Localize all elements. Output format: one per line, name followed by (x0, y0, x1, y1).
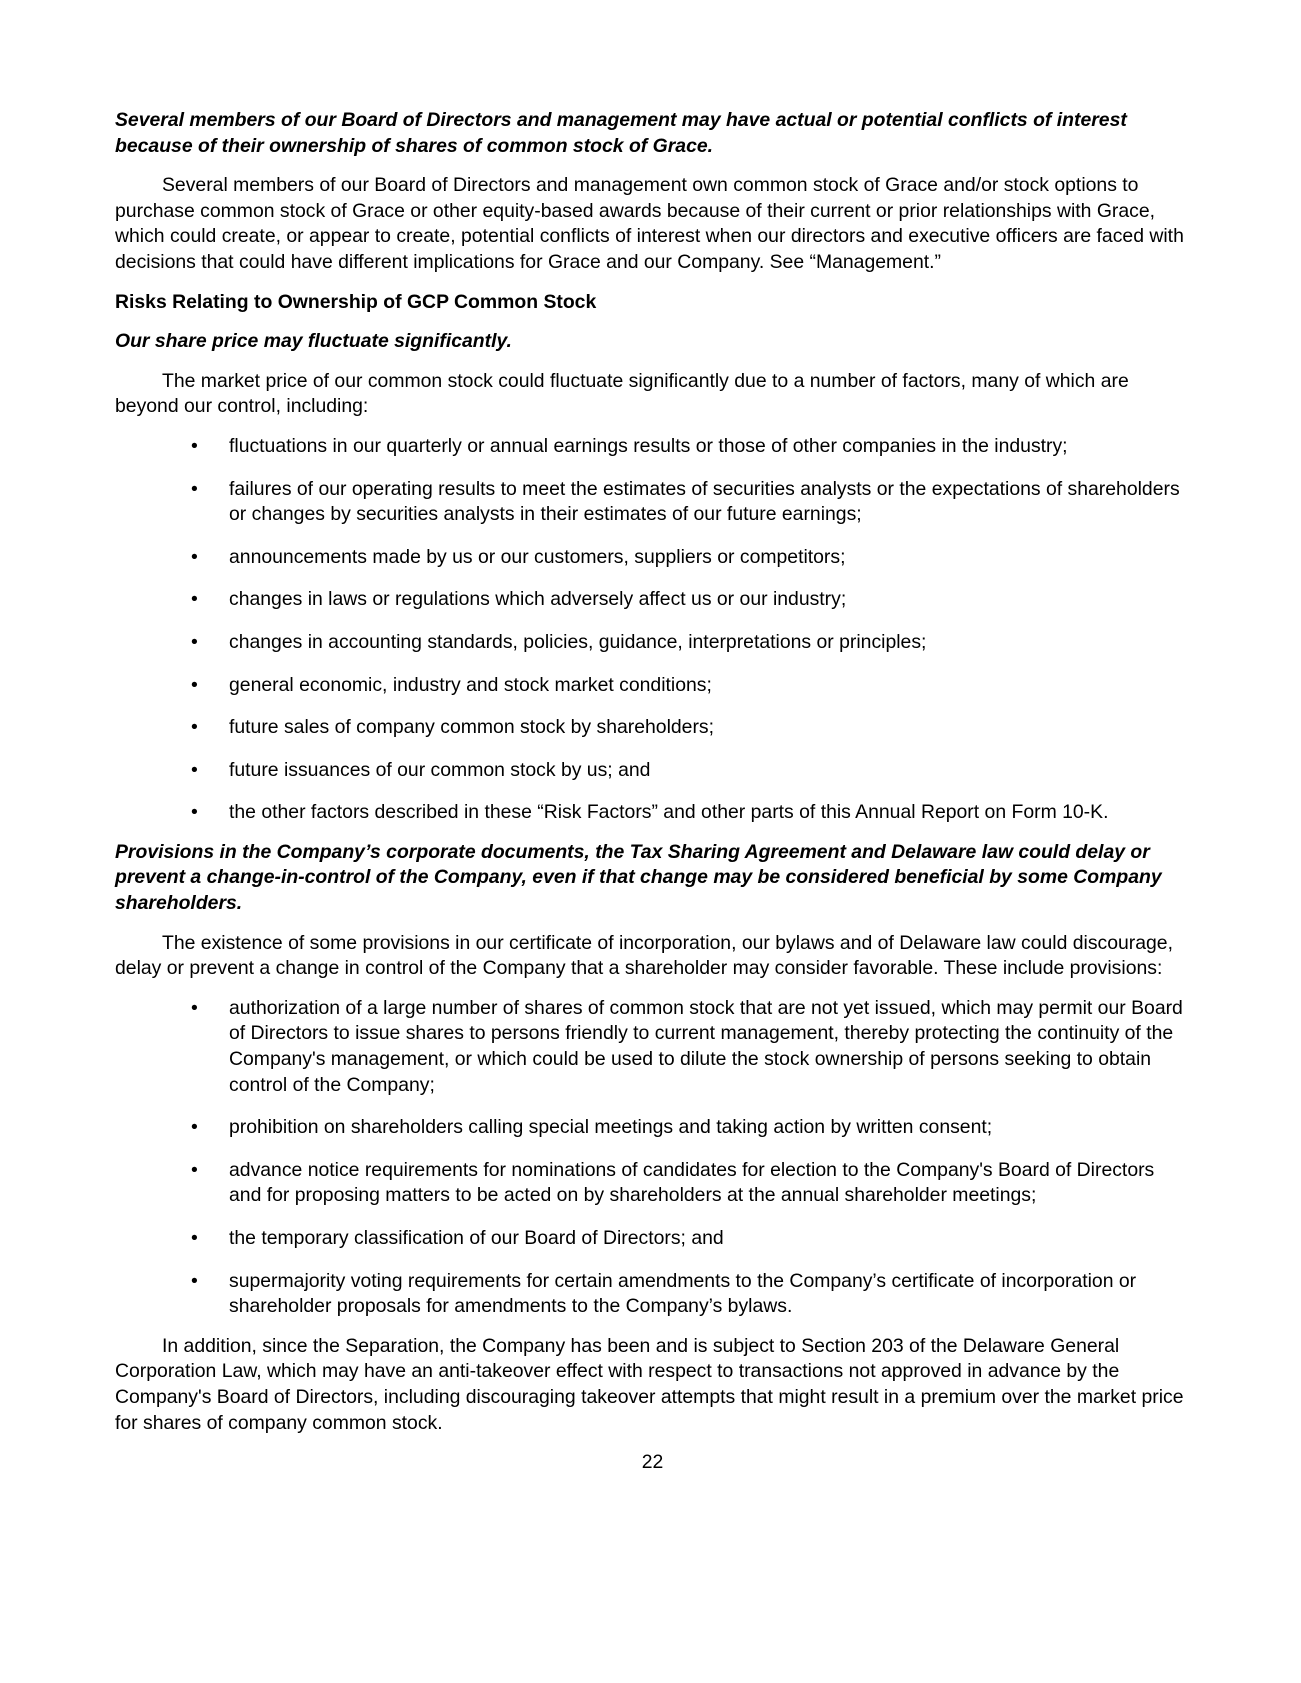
list-item (115, 1115, 1190, 1141)
list-item (115, 758, 1190, 784)
bullet-icon: • (191, 673, 198, 696)
list-item-text: future sales of company common stock by shareholders; (229, 716, 714, 739)
bullet-icon: • (191, 434, 198, 457)
bullet-icon: • (191, 630, 198, 653)
conflicts-heading: Several members of our Board of Directors and management may have actual or potential conflicts of interest because of their ownership of shares of common stock of Grace. (115, 109, 1127, 157)
bullet-icon: • (191, 1158, 198, 1181)
list-item (115, 434, 1190, 460)
bullet-icon: • (191, 1269, 198, 1292)
list-item (115, 800, 1190, 826)
bullet-icon: • (191, 545, 198, 568)
list-item (115, 545, 1190, 571)
bullet-icon: • (191, 1116, 198, 1139)
list-item-text: future issuances of our common stock by us; and (229, 758, 651, 781)
list-item (115, 1158, 1190, 1209)
list-item-text: changes in laws or regulations which adversely affect us or our industry; (229, 588, 847, 611)
section-203-paragraph: In addition, since the Separation, the Company has been and is subject to Section 203 of the Delaware General Corporation Law, which may have an anti-takeover effect with respect to transactions not approved in advance by the Company's Board of Directors, including discouraging takeover attempts that might result in a premium over the market price for shares of company common stock. (115, 1334, 1184, 1434)
conflicts-paragraph: Several members of our Board of Directors and management own common stock of Grace and/or stock options to purchase common stock of Grace or other equity-based awards because of their current or prior relationships with Grace, which could create, or appear to create, potential conflicts of interest when our directors and executive officers are faced with decisions that could have different implications for Grace and our Company. See “Management.” (115, 174, 1184, 273)
list-item (115, 630, 1190, 656)
bullet-icon: • (191, 477, 198, 500)
bullet-icon: • (191, 801, 198, 824)
list-item (115, 996, 1190, 1098)
bullet-icon: • (191, 1227, 198, 1249)
bullet-icon: • (191, 588, 198, 611)
list-item (115, 715, 1190, 741)
list-item-text: authorization of a large number of shares of common stock that are not yet issued, which may permit our Board of Directors to issue shares to persons friendly to current management, thereby protecting the continuity of the Company's management, or which could be used to dilute the stock ownership of persons seeking to obtain control of the Company; (229, 996, 1183, 1096)
list-item-text: failures of our operating results to meet the estimates of securities analysts or the expectations of shareholders or changes by securities analysts in their estimates of our future earnings; (229, 477, 1180, 526)
list-item-text: fluctuations in our quarterly or annual earnings results or those of other companies in the industry; (229, 434, 1068, 457)
list-item-text: announcements made by us or our customers, suppliers or competitors; (229, 545, 846, 568)
provisions-heading: Provisions in the Company’s corporate documents, the Tax Sharing Agreement and Delaware law could delay or prevent a change-in-control of the Company, even if that change may be considered beneficial by some Company shareholders. (115, 840, 1162, 915)
list-item-text: advance notice requirements for nominations of candidates for election to the Company's Board of Directors and for proposing matters to be acted on by shareholders at the annual shareholder meetings; (229, 1158, 1155, 1207)
list-item (115, 673, 1190, 699)
share-price-paragraph: The market price of our common stock could fluctuate significantly due to a number of factors, many of which are beyond our control, including: (115, 369, 1129, 418)
provisions-paragraph: The existence of some provisions in our certificate of incorporation, our bylaws and of Delaware law could discourage, delay or prevent a change in control of the Company that a shareholder may consider favorable. These include provisions: (115, 931, 1173, 980)
risks-ownership-heading: Risks Relating to Ownership of GCP Common Stock (115, 290, 597, 313)
bullet-icon: • (191, 996, 198, 1019)
share-price-factor-list (115, 434, 1190, 826)
bullet-icon: • (191, 758, 198, 781)
list-item-text: the other factors described in these “Risk Factors” and other parts of this Annual Report on Form 10-K. (229, 801, 1109, 824)
list-item (115, 587, 1190, 613)
list-item-text: prohibition on shareholders calling special meetings and taking action by written consent; (229, 1116, 993, 1139)
share-price-heading: Our share price may fluctuate significantly. (115, 330, 512, 353)
document-page (115, 108, 1190, 1476)
list-item (115, 1226, 1190, 1252)
list-item (115, 477, 1190, 528)
page-number: 22 (641, 1451, 664, 1474)
list-item (115, 1269, 1190, 1320)
list-item-text: changes in accounting standards, policies, guidance, interpretations or principles; (229, 630, 927, 653)
list-item-text: general economic, industry and stock market conditions; (229, 673, 712, 696)
list-item-text: the temporary classification of our Board of Directors; and (229, 1227, 724, 1249)
bullet-icon: • (191, 716, 198, 739)
list-item-text: supermajority voting requirements for certain amendments to the Company’s certificate of incorporation or shareholder proposals for amendments to the Company’s bylaws. (229, 1269, 1137, 1318)
provisions-list (115, 996, 1190, 1320)
